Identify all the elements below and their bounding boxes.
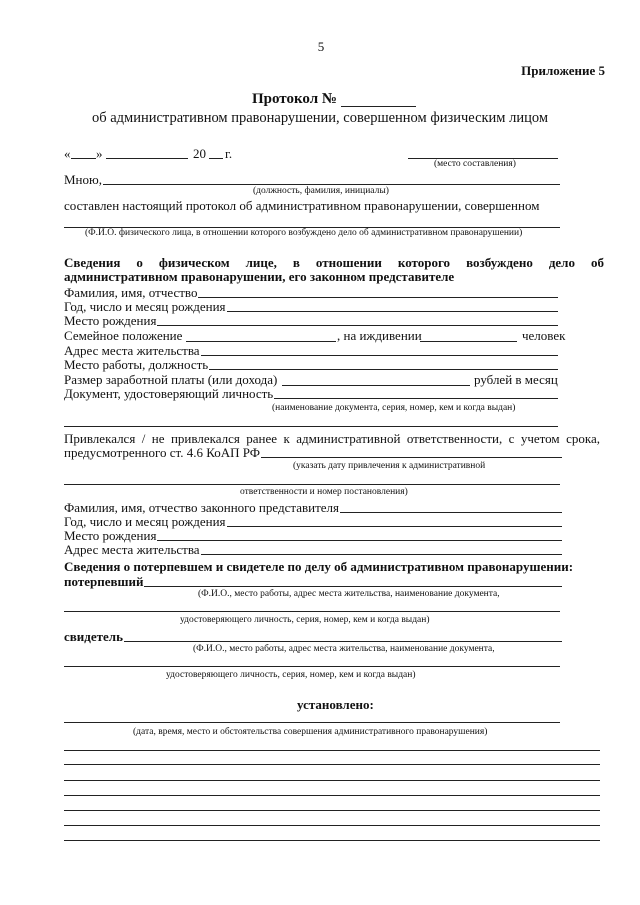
appendix-label: Приложение 5 [521, 63, 605, 78]
page-number: 5 [317, 39, 325, 54]
established-caption: (дата, время, место и обстоятельства совершения административного правонарушения) [133, 727, 488, 737]
full-name-label: Фамилия, имя, отчество [64, 285, 198, 300]
victim-caption-1: (Ф.И.О., место работы, адрес места жительства, наименование документа, [198, 589, 500, 599]
rep-address-row[interactable] [64, 542, 562, 557]
witness-caption-2: удостоверяющего личность, серия, номер, кем и когда выдан) [166, 670, 416, 680]
year-field[interactable] [209, 158, 223, 159]
prior-liability-text: Привлекался / не привлекался ранее к административной ответственности, с учетом срока, [64, 431, 600, 446]
by-me-label: Мною, [64, 172, 102, 187]
rep-birth-date-row[interactable] [64, 514, 562, 529]
rep-name-field[interactable] [340, 500, 562, 513]
full-name-row[interactable] [64, 285, 558, 300]
established-field-4[interactable] [64, 780, 600, 781]
person-section-heading: Сведения о физическом лице, в отношении которого возбуждено дело об [64, 255, 604, 270]
date-close-quote: » [96, 146, 103, 161]
id-document-field[interactable] [274, 386, 558, 399]
compiled-text: составлен настоящий протокол об административном правонарушении, совершенном [64, 198, 540, 213]
prior-liability-row[interactable] [64, 445, 562, 460]
place-caption: (место составления) [434, 159, 516, 169]
workplace-field[interactable] [209, 357, 558, 370]
birth-place-label: Место рождения [64, 313, 157, 328]
person-section-heading-2: административном правонарушении, его законном представителе [64, 269, 455, 284]
birth-date-field[interactable] [227, 299, 558, 312]
established-heading: установлено: [297, 697, 374, 712]
rep-name-row[interactable] [64, 500, 562, 515]
address-row[interactable] [64, 343, 558, 358]
established-field-8[interactable] [64, 840, 600, 841]
address-field[interactable] [201, 343, 558, 356]
full-name-field[interactable] [198, 285, 558, 298]
rep-birth-place-label: Место рождения [64, 528, 157, 543]
victim-section-heading: Сведения о потерпевшем и свидетеле по делу об административном правонарушении: [64, 559, 574, 574]
salary-label: Размер заработной платы (или дохода) [64, 372, 278, 387]
victim-field-2[interactable] [64, 611, 560, 612]
persons-label: человек [522, 328, 566, 343]
victim-caption-2: удостоверяющего личность, серия, номер, кем и когда выдан) [180, 615, 430, 625]
victim-field[interactable] [144, 574, 562, 587]
witness-field[interactable] [124, 629, 562, 642]
id-document-row[interactable] [64, 386, 558, 401]
birth-date-label: Год, число и месяц рождения [64, 299, 226, 314]
date-open-quote: « [64, 146, 71, 161]
dependents-label: , на иждивении [337, 328, 422, 343]
address-label: Адрес места жительства [64, 343, 200, 358]
rep-address-label: Адрес места жительства [64, 542, 200, 557]
rep-birth-date-label: Год, число и месяц рождения [64, 514, 226, 529]
rep-birth-place-row[interactable] [64, 528, 562, 543]
rep-birth-place-field[interactable] [157, 528, 562, 541]
day-field[interactable] [71, 158, 96, 159]
rep-name-label: Фамилия, имя, отчество законного представителя [64, 500, 339, 515]
birth-place-field[interactable] [157, 313, 558, 326]
id-document-label: Документ, удостоверяющий личность [64, 386, 274, 401]
workplace-row[interactable] [64, 357, 558, 372]
salary-unit: рублей в месяц [474, 372, 558, 387]
established-field-3[interactable] [64, 764, 600, 765]
year-suffix: г. [225, 146, 233, 161]
protocol-subtitle: об административном правонарушении, совершенном физическим лицом [91, 110, 549, 126]
prior-liability-label: предусмотренного ст. 4.6 КоАП РФ [64, 445, 261, 460]
witness-caption-1: (Ф.И.О., место работы, адрес места жительства, наименование документа, [193, 644, 495, 654]
witness-row[interactable] [64, 629, 562, 644]
officer-caption: (должность, фамилия, инициалы) [253, 186, 389, 196]
dependents-field[interactable] [420, 341, 517, 342]
prior-liability-field[interactable] [261, 445, 562, 458]
month-field[interactable] [106, 158, 188, 159]
witness-label: свидетель [64, 629, 123, 644]
offender-caption: (Ф.И.О. физического лица, в отношении которого возбуждено дело об административном правонарушении) [85, 228, 523, 238]
prior-caption-2: ответственности и номер постановления) [240, 487, 408, 497]
prior-liability-field-2[interactable] [64, 484, 560, 485]
established-field-7[interactable] [64, 825, 600, 826]
birth-date-row[interactable] [64, 299, 558, 314]
officer-field[interactable] [103, 172, 560, 185]
established-field-6[interactable] [64, 810, 600, 811]
rep-birth-date-field[interactable] [227, 514, 562, 527]
by-me-row[interactable] [64, 172, 560, 187]
victim-label: потерпевший [64, 574, 144, 589]
established-field-2[interactable] [64, 750, 600, 751]
witness-field-2[interactable] [64, 666, 560, 667]
family-status-label: Семейное положение [64, 328, 183, 343]
protocol-title: Протокол № [252, 91, 337, 107]
established-field-5[interactable] [64, 795, 600, 796]
family-status-field[interactable] [186, 341, 336, 342]
workplace-label: Место работы, должность [64, 357, 209, 372]
id-document-field-2[interactable] [64, 426, 558, 427]
birth-place-row[interactable] [64, 313, 558, 328]
prior-caption-1: (указать дату привлечения к административной [293, 461, 486, 471]
victim-row[interactable] [64, 574, 562, 589]
protocol-number-field[interactable] [341, 106, 416, 107]
id-document-caption: (наименование документа, серия, номер, кем и когда выдан) [272, 403, 516, 413]
rep-address-field[interactable] [201, 542, 562, 555]
year-prefix: 20 [193, 146, 206, 161]
established-field-1[interactable] [64, 722, 560, 723]
